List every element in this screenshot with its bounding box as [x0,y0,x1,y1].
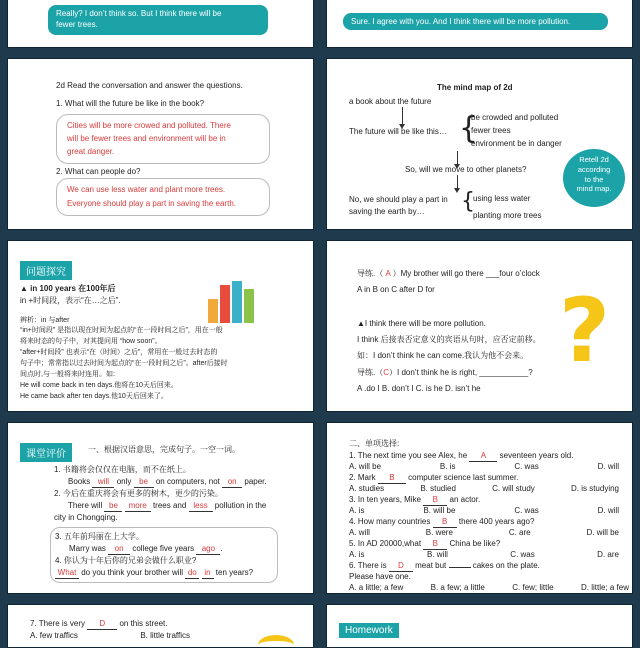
arrow-down-icon [402,107,403,125]
mind-map-title: The mind map of 2d [437,83,513,92]
practice-2: 导练.（C）I don’t think he is right, ___________? [357,368,533,377]
pencils-illustration [208,279,268,323]
slide-problem-explore: 问题探究 ▲ in 100 years 在100年后 in +时间段，表示“在…之后”. 辨析：in 与after “in+时间段” 是指以现在时间为起点的“在一段时间之后”，用在一般 将来时态的句子中，对其提问用 “how soon”。 “after+时间段” 也表示“在（时间）之后”，常用在一般过去时态的 句子中；常常指以过去时间为起点的“在一段时间之后”。after后接时 间点时,与一般将来时连用。如: He will come back in ten days.他将在10天后回来。 He came back after ten days.他10天后回来了。 [7,240,314,412]
brace-icon: { [461,189,475,214]
slide-multiple-choice-2: 7. There is very D on this street. A. few traffics B. little traffics [7,604,314,648]
mind-map-future: The future will be like this… [349,127,447,136]
practice-1: 导练.（ A ）My brother will go there ___four o’clock [357,269,540,278]
question-1: 1. What will the future be like in the book? [56,99,205,108]
question-mark-icon: ? [559,279,611,382]
answer-box-2: We can use less water and plant more trees. Everyone should play a part in saving the earth. [56,178,270,216]
question-2: 2. What can people do? [56,167,141,176]
slide-2d-questions [7,58,314,230]
yellow-decoration [258,635,294,648]
retell-badge: Retell 2d according to the mind map. [563,149,625,207]
slide-dialogue-2 [326,0,633,48]
arrow-down-icon [457,175,458,189]
slide-practice: 导练.（ A ）My brother will go there ___four o’clock A in B on C after D for ▲I think there will be more pollution. I think 后接表否定意义的宾语从句时，应否定前移。 如：I don’t think he can come.我认为他不会来。 导练.（C）I don’t think he is right, ___________? A .do I B. don’t I C. is he D. isn’t he ? [326,240,633,412]
section-tag: 课堂评价 [20,443,72,462]
mind-map-root: a book about the future [349,97,432,106]
section-tag: 问题探究 [20,261,72,280]
slide-class-evaluation: 课堂评价 一、根据汉语意思，完成句子。一空一词。 1. 书籍将会仅仅在电脑，而不在纸上。 Books will only be on computers, not on paper. 2. 今后在重庆将会有更多的树木，更少的污染。 There will be more trees and less pollution in the city in Chongqing. 3. 五年前玛丽在上大学。 Marry was on college five years ago . 4. 你认为十年后你的兄弟会做什么职业? What do you think your brother will do in ten years? [7,422,314,594]
speech-bubble: Sure. I agree with you. And I think there will be more pollution. [343,13,608,30]
homework-tag: Homework [339,623,399,638]
mind-map-question: So, will we move to other planets? [405,165,527,174]
speech-bubble: Really? I don’t think so. But I think there will be fewer trees. [48,5,268,35]
brace-icon: { [459,111,479,146]
arrow-down-icon [457,151,458,165]
slide-dialogue-1 [7,0,314,48]
exercise-box: 3. 五年前玛丽在上大学。 Marry was on college five years ago . 4. 你认为十年后你的兄弟会做什么职业? What do you think your brother will do in ten years? [50,527,278,583]
slide-multiple-choice: 二、单项选择: 1. The next time you see Alex, he A seventeen years old. A. will be B. is C. was D. will 2. Mark B computer science last summer. A. studies B. studied C. will study D. is studying 3. In ten years, Mike B an actor. A. is B. will be C. was D. will 4. How many countries B there 400 years ago? A. will B. were C. are D. will be 5. In AD 20000,what B China be like? A. is B. will C. was D. are 6. There is D meat but cakes on the plate. Please have one. A. a little; a few B. a few; a little C. few; little D. little; a few [326,422,633,594]
instruction: 2d Read the conversation and answer the questions. [56,81,243,90]
answer-box-1: Cities will be more crowed and polluted. There will be fewer trees and environment will be in great danger. [56,114,270,164]
slide-mind-map: The mind map of 2d a book about the future The future will be like this… { be crowded and polluted fewer trees environment be in danger So, will we move to other planets? No, we should play a part in saving the earth by… { using less water planting more trees Retell 2d according to the mind map. [326,58,633,230]
slide-homework [326,604,633,648]
